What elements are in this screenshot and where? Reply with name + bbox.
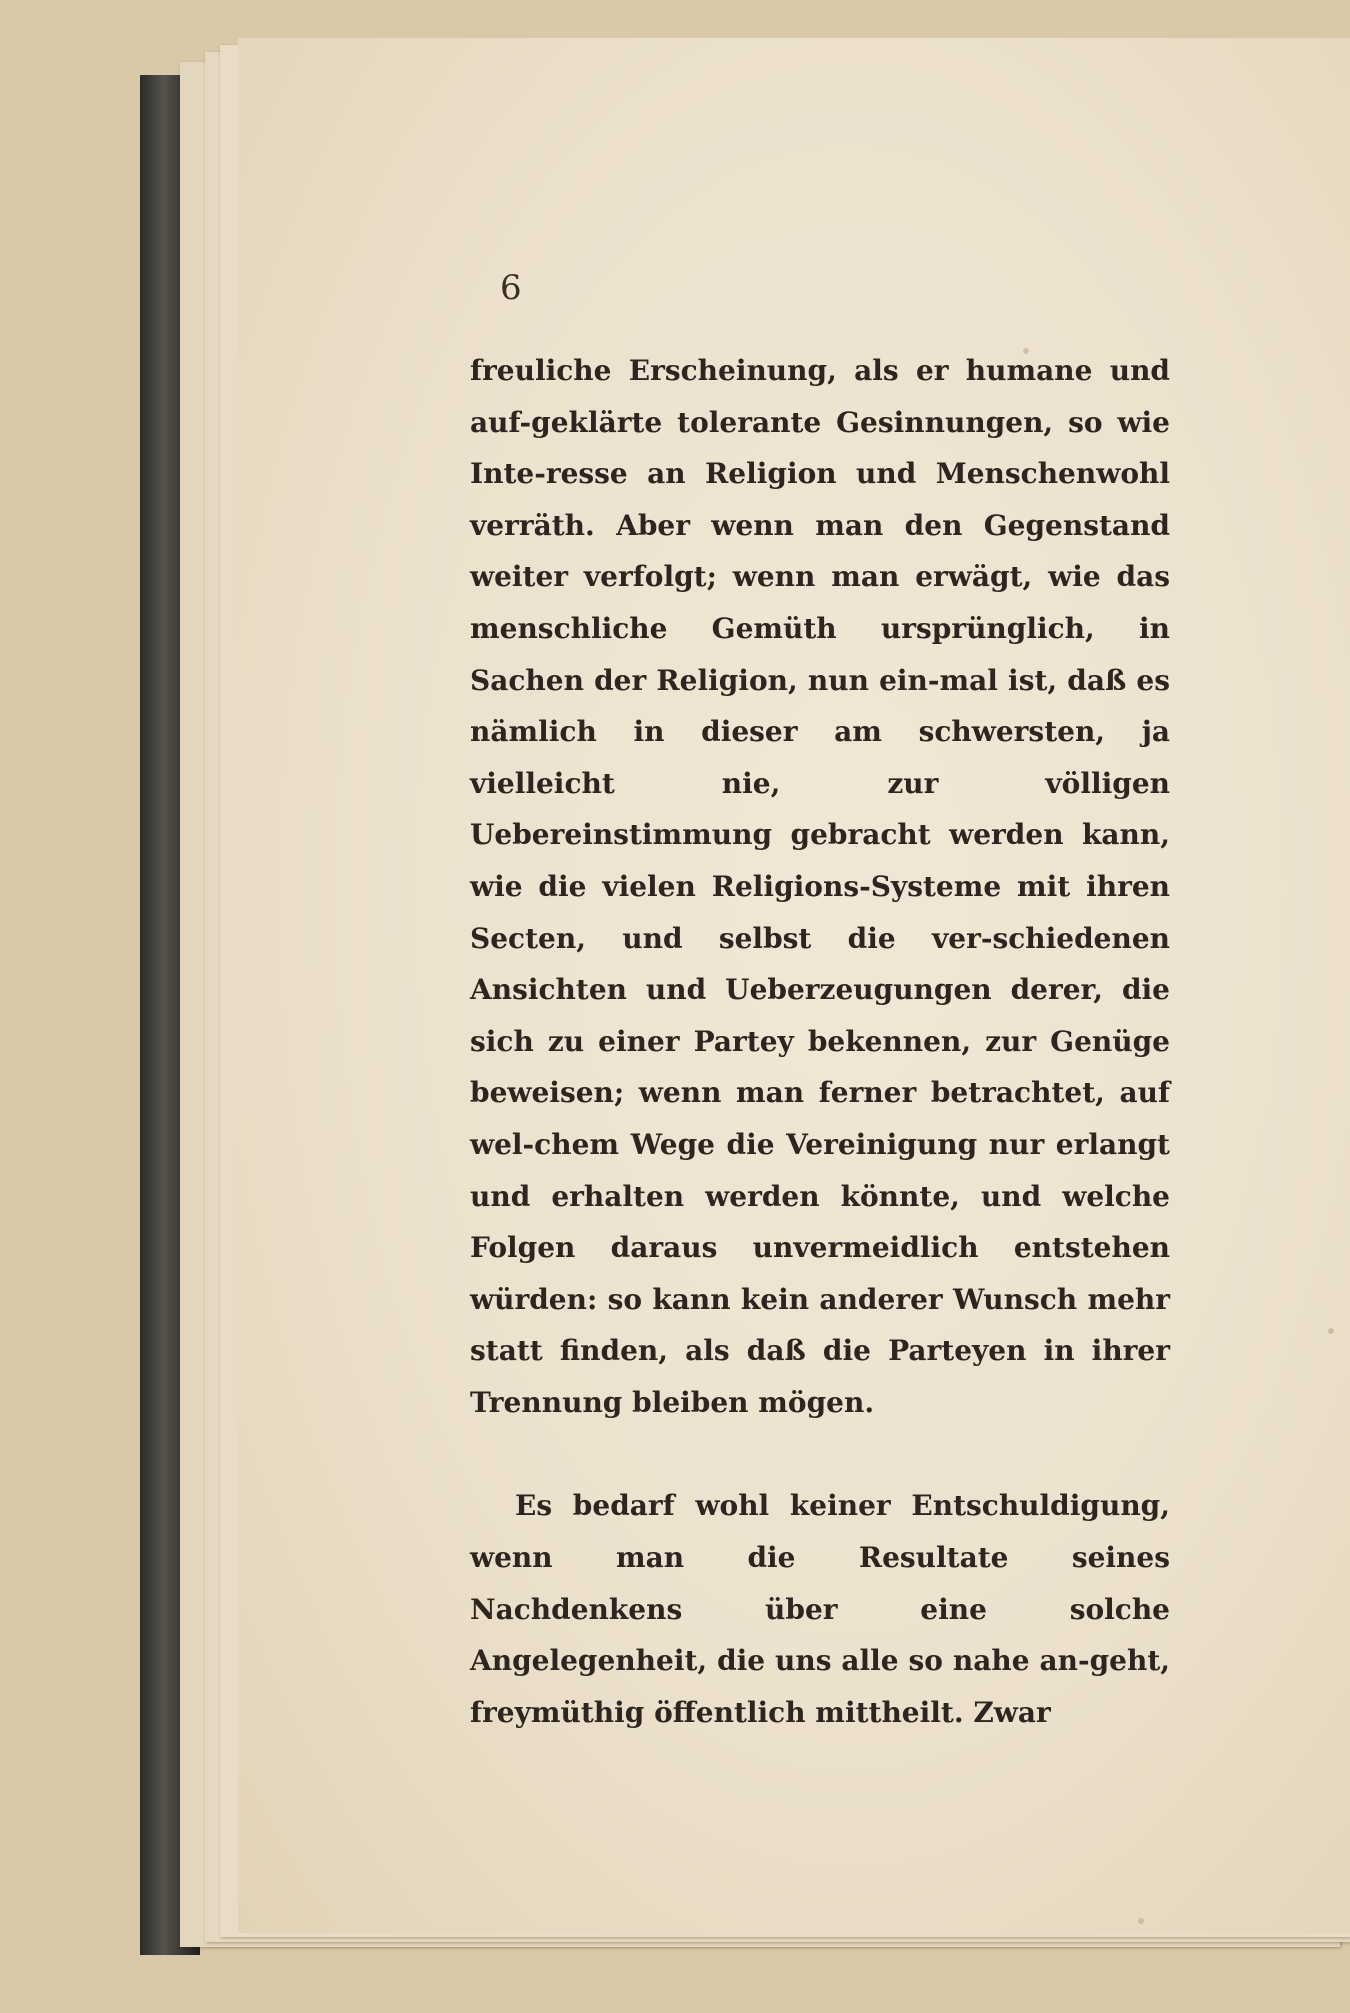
paragraph-1: freuliche Erscheinung, als er humane und auf-geklärte tolerante Gesinnungen, so wie Inte-resse an Religion und Menschenwohl verräth. Aber wenn man den Gegenstand weiter verfolgt; wenn man erwägt, wie das menschliche Gemüth ursprünglich, in Sachen der Religion, nun ein-mal ist, daß es nämlich in dieser am schwersten, ja vielleicht nie, zur völligen Uebereinstimmung gebracht werden kann, wie die vielen Religions-Systeme mit ihren Secten, und selbst die ver-schiedenen Ansichten und Ueberzeugungen derer, die sich zu einer Partey bekennen, zur Genüge beweisen; wenn man ferner betrachtet, auf wel-chem Wege die Vereinigung nur erlangt und erhalten werden könnte, und welche Folgen daraus unvermeidlich entstehen würden: so kann kein anderer Wunsch mehr statt finden, als daß die Parteyen in ihrer Trennung bleiben mögen. [470, 354, 1170, 1419]
paragraph-2: Es bedarf wohl keiner Entschuldigung, wenn man die Resultate seines Nachdenkens über eine solche Angelegenheit, die uns alle so nahe an-geht, freymüthig öffentlich mittheilt. Zwar [470, 1489, 1170, 1729]
page-text [470, 345, 1170, 1738]
page-number: 6 [500, 268, 522, 308]
